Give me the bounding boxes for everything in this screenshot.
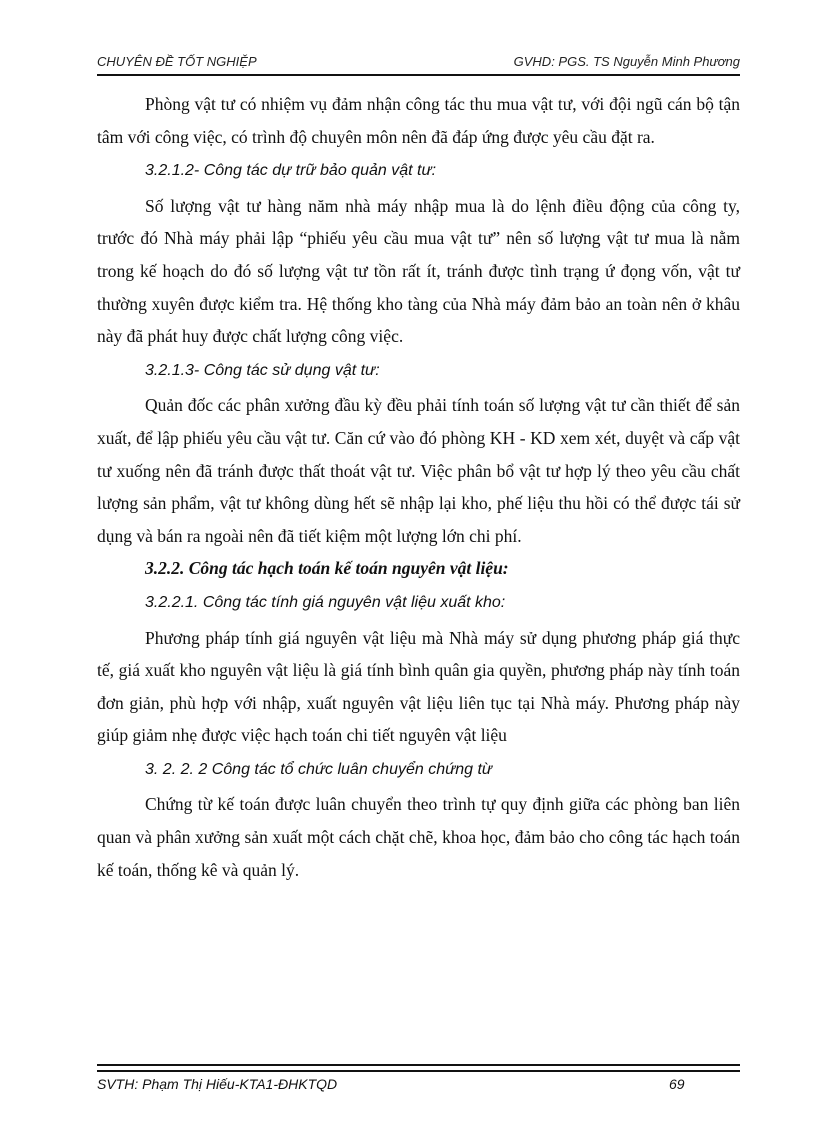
header-advisor: GVHD: PGS. TS Nguyễn Minh Phương — [513, 54, 740, 69]
section-heading: 3.2.2.1. Công tác tính giá nguyên vật liệu xuất kho: — [145, 593, 506, 611]
section-heading: 3.2.1.2- Công tác dự trữ bảo quản vật tư: — [145, 162, 437, 180]
main-heading: 3.2.2. Công tác hạch toán kế toán nguyên vật liệu: — [145, 558, 509, 579]
paragraph: Phương pháp tính giá nguyên vật liệu mà Nhà máy sử dụng phương pháp giá thực tế, giá xuất kho nguyên vật liệu là giá tính bình quân gia quyền, phương pháp này tính toán đơn giản, phù hợp với nhập, xuất nguyên vật liệu liên tục tại Nhà máy. Phương pháp này giúp giảm nhẹ được việc hạch toán chi tiết nguyên vật liệu — [97, 627, 740, 746]
section-heading: 3. 2. 2. 2 Công tác tổ chức luân chuyển chứng từ — [145, 760, 493, 778]
paragraph: Chứng từ kế toán được luân chuyển theo trình tự quy định giữa các phòng ban liên quan và phân xưởng sản xuất một cách chặt chẽ, khoa học, đảm bảo cho công tác hạch toán kế toán, thống kê và quản lý. — [97, 794, 740, 880]
header-title: CHUYÊN ĐỀ TỐT NGHIỆP — [97, 54, 257, 69]
page-number: 69 — [669, 1076, 685, 1092]
footer-rule — [97, 1070, 740, 1072]
footer-author: SVTH: Phạm Thị Hiếu-KTA1-ĐHKTQD — [97, 1076, 338, 1092]
paragraph: Quản đốc các phân xưởng đầu kỳ đều phải tính toán số lượng vật tư cần thiết để sản xuất, để lập phiếu yêu cầu vật tư. Căn cứ vào đó phòng KH - KD xem xét, duyệt và cấp vật tư xuống nên đã tránh được thất thoát vật tư. Việc phân bổ vật tư hợp lý theo yêu cầu chất lượng sản phẩm, vật tư không dùng hết sẽ nhập lại kho, phế liệu thu hồi có thể được tái sử dụng và bán ra ngoài nên đã tiết kiệm một lượng lớn chi phí. — [97, 395, 740, 546]
section-heading: 3.2.1.3- Công tác sử dụng vật tư: — [145, 361, 380, 379]
document-body — [97, 88, 740, 886]
paragraph: Số lượng vật tư hàng năm nhà máy nhập mua là do lệnh điều động của công ty, trước đó Nhà máy phải lập “phiếu yêu cầu mua vật tư” nên số lượng vật tư mua là nằm trong kế hoạch do đó số lượng vật tư tồn rất ít, tránh được tình trạng ứ đọng vốn, vật tư thường xuyên được kiểm tra. Hệ thống kho tàng của Nhà máy đảm bảo an toàn nên ở khâu này đã phát huy được chất lượng công việc. — [97, 195, 740, 347]
header-rule — [97, 74, 740, 76]
footer-rule — [97, 1064, 740, 1066]
paragraph: Phòng vật tư có nhiệm vụ đảm nhận công tác thu mua vật tư, với đội ngũ cán bộ tận tâm với công việc, có trình độ chuyên môn nên đã đáp ứng được yêu cầu đặt ra. — [97, 94, 740, 147]
page-header — [97, 51, 740, 73]
